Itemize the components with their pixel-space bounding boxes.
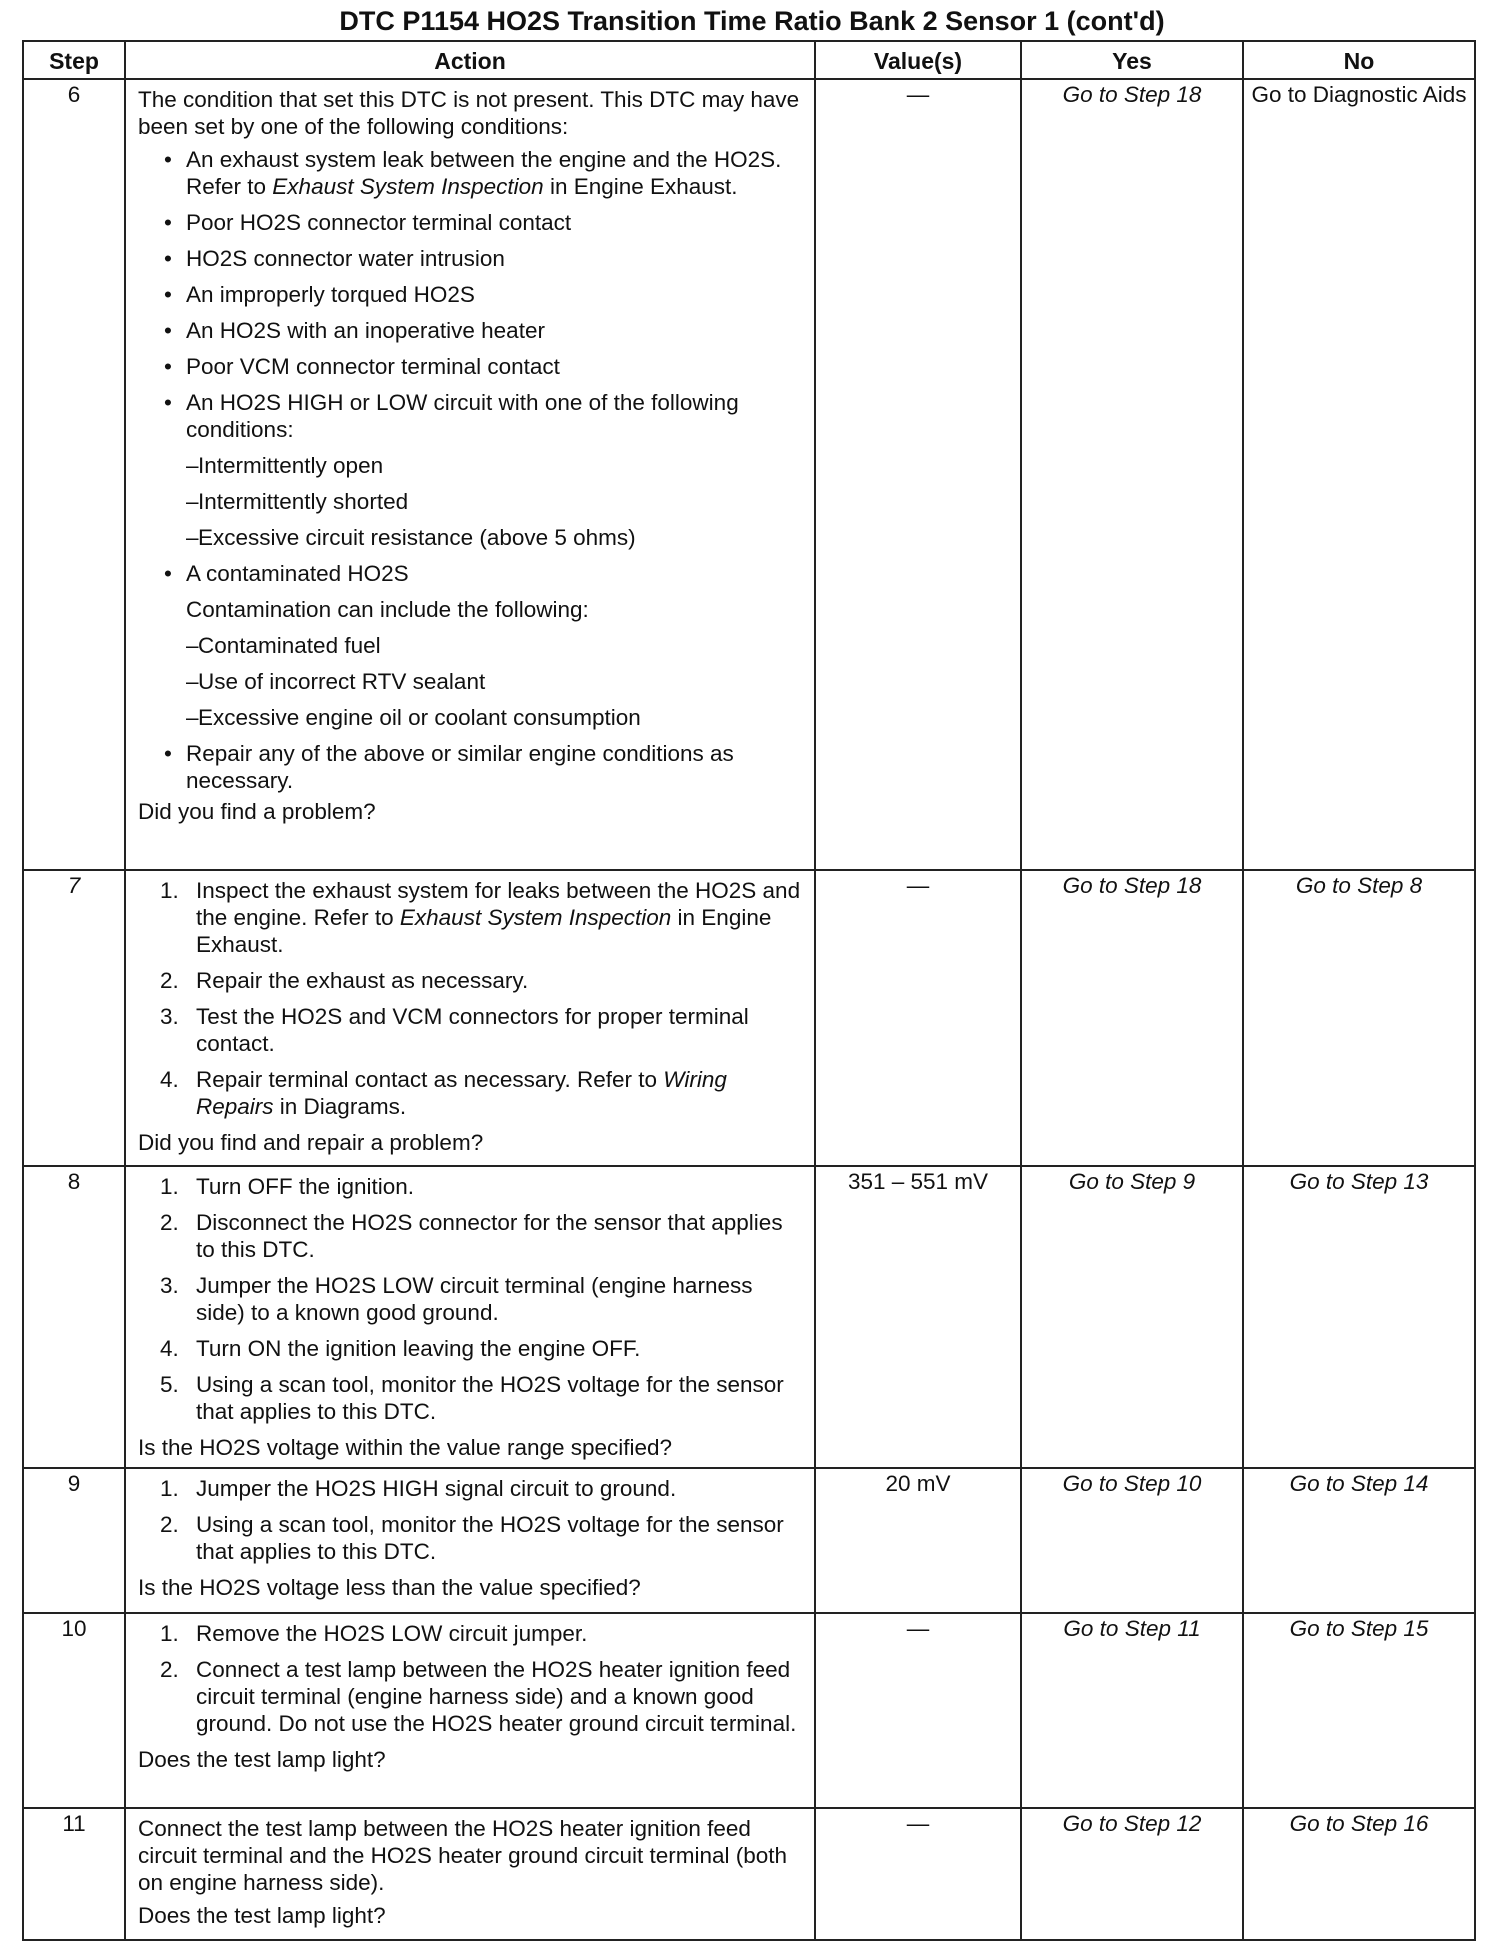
yes-cell: Go to Step 18	[1021, 870, 1243, 1166]
list-item: • An HO2S HIGH or LOW circuit with one of the following conditions:	[138, 389, 804, 443]
step-list	[138, 1620, 804, 1737]
step-list	[138, 1173, 804, 1425]
list-item: • An improperly torqued HO2S	[138, 281, 804, 308]
step-number: 11	[23, 1808, 125, 1940]
step-list	[138, 877, 804, 1120]
no-cell: Go to Step 8	[1243, 870, 1475, 1166]
action-cell	[125, 1808, 815, 1940]
no-cell: Go to Step 14	[1243, 1468, 1475, 1613]
action-cell	[125, 1166, 815, 1468]
list-item: • Repair any of the above or similar engine conditions as necessary.	[138, 740, 804, 794]
condition-list	[138, 146, 804, 443]
list-item: • Poor VCM connector terminal contact	[138, 353, 804, 380]
no-cell: Go to Diagnostic Aids	[1243, 79, 1475, 870]
list-item-text: Jumper the HO2S LOW circuit terminal (engine harness side) to a known good ground.	[196, 1273, 753, 1325]
header-no: No	[1243, 41, 1475, 79]
list-item-text: in Engine Exhaust.	[543, 174, 738, 199]
header-values: Value(s)	[815, 41, 1021, 79]
sub-item: – Intermittently shorted	[138, 488, 804, 515]
table-row	[23, 79, 1475, 870]
list-item-text: Connect a test lamp between the HO2S heater ignition feed circuit terminal (engine harness side) and a known good ground. Do not use the HO2S heater ground circuit terminal.	[196, 1657, 797, 1736]
sub-item: – Excessive engine oil or coolant consumption	[138, 704, 804, 731]
list-item-text: An exhaust system leak between the engine and the HO2S. Refer to	[186, 147, 782, 199]
list-item: 2. Repair the exhaust as necessary.	[160, 968, 529, 993]
value-cell: —	[815, 870, 1021, 1166]
list-item-text: Using a scan tool, monitor the HO2S voltage for the sensor that applies to this DTC.	[196, 1372, 784, 1424]
list-item-text: Turn ON the ignition leaving the engine OFF.	[196, 1336, 641, 1361]
yes-cell: Go to Step 18	[1021, 79, 1243, 870]
action-question: Did you find and repair a problem?	[138, 1130, 484, 1155]
table-row	[23, 1468, 1475, 1613]
action-intro: The condition that set this DTC is not present. This DTC may have been set by one of the following conditions:	[138, 87, 800, 139]
list-item-text: in Diagrams.	[273, 1094, 407, 1119]
list-item-text: Disconnect the HO2S connector for the sensor that applies to this DTC.	[196, 1210, 783, 1262]
list-item-text: Jumper the HO2S HIGH signal circuit to ground.	[196, 1476, 677, 1501]
header-yes: Yes	[1021, 41, 1243, 79]
sub-item: – Excessive circuit resistance (above 5 ohms)	[138, 524, 804, 551]
sub-item: – Intermittently open	[138, 452, 804, 479]
action-cell	[125, 870, 815, 1166]
condition-list-cont	[138, 560, 804, 587]
yes-cell: Go to Step 9	[1021, 1166, 1243, 1468]
reference-link: Exhaust System Inspection	[272, 174, 544, 199]
list-item: 1. Jumper the HO2S HIGH signal circuit to ground.	[160, 1476, 677, 1501]
action-cell	[125, 79, 815, 870]
reference-link: Exhaust System Inspection	[399, 905, 672, 930]
page-title: DTC P1154 HO2S Transition Time Ratio Bank 2 Sensor 1 (cont'd)	[339, 6, 1165, 36]
action-cell	[125, 1613, 815, 1808]
diagnostic-table	[22, 40, 1476, 1941]
step-list	[138, 1475, 804, 1565]
value-cell: 20 mV	[815, 1468, 1021, 1613]
value-cell: —	[815, 1808, 1021, 1940]
step-number: 6	[23, 79, 125, 870]
value-cell: —	[815, 1613, 1021, 1808]
table-row	[23, 1166, 1475, 1468]
list-item: • An HO2S with an inoperative heater	[138, 317, 804, 344]
action-question: Is the HO2S voltage less than the value specified?	[138, 1575, 641, 1600]
list-item: 4. Repair terminal contact as necessary. Refer to Wiring Repairs in Diagrams.	[160, 1067, 727, 1119]
list-item: 1. Turn OFF the ignition.	[160, 1174, 415, 1199]
yes-cell: Go to Step 11	[1021, 1613, 1243, 1808]
action-cell	[125, 1468, 815, 1613]
list-item: 5. Using a scan tool, monitor the HO2S voltage for the sensor that applies to this DTC.	[160, 1372, 784, 1424]
no-cell: Go to Step 15	[1243, 1613, 1475, 1808]
action-question: Does the test lamp light?	[138, 1747, 386, 1772]
condition-list-end	[138, 740, 804, 794]
yes-cell: Go to Step 10	[1021, 1468, 1243, 1613]
list-item-text: Turn OFF the ignition.	[196, 1174, 415, 1199]
list-item: 2. Disconnect the HO2S connector for the sensor that applies to this DTC.	[160, 1210, 783, 1262]
header-action: Action	[125, 41, 815, 79]
list-item-text: Repair terminal contact as necessary. Refer to	[196, 1067, 664, 1092]
reference-link: Wiring Repairs	[196, 1067, 727, 1119]
yes-cell: Go to Step 12	[1021, 1808, 1243, 1940]
list-item-text: Remove the HO2S LOW circuit jumper.	[196, 1621, 588, 1646]
list-item-text: in Engine Exhaust.	[196, 905, 772, 957]
value-cell: —	[815, 79, 1021, 870]
value-cell: 351 – 551 mV	[815, 1166, 1021, 1468]
list-item: • A contaminated HO2S	[138, 560, 804, 587]
step-number: 7	[23, 870, 125, 1166]
step-number: 8	[23, 1166, 125, 1468]
list-item: 4. Turn ON the ignition leaving the engine OFF.	[160, 1336, 641, 1361]
action-question: Does the test lamp light?	[138, 1903, 386, 1928]
contamination-note: Contamination can include the following:	[186, 597, 589, 622]
step-number: 9	[23, 1468, 125, 1613]
list-item: 1. Inspect the exhaust system for leaks between the HO2S and the engine. Refer to Exhaust System Inspection in Engine Exhaust.	[160, 878, 801, 957]
table-header-row	[23, 41, 1475, 79]
action-intro: Connect the test lamp between the HO2S heater ignition feed circuit terminal and the HO2S heater ground circuit terminal (both on engine harness side).	[138, 1816, 788, 1895]
list-item: 3. Test the HO2S and VCM connectors for proper terminal contact.	[160, 1004, 749, 1056]
list-item: 2. Using a scan tool, monitor the HO2S voltage for the sensor that applies to this DTC.	[160, 1512, 784, 1564]
list-item-text: Using a scan tool, monitor the HO2S voltage for the sensor that applies to this DTC.	[196, 1512, 784, 1564]
no-cell: Go to Step 16	[1243, 1808, 1475, 1940]
no-cell: Go to Step 13	[1243, 1166, 1475, 1468]
action-question: Did you find a problem?	[138, 799, 376, 824]
sub-item: – Contaminated fuel	[138, 632, 804, 659]
step-number: 10	[23, 1613, 125, 1808]
list-item	[138, 146, 804, 200]
list-item-text: Repair the exhaust as necessary.	[196, 968, 529, 993]
list-item: • Poor HO2S connector terminal contact	[138, 209, 804, 236]
list-item: • HO2S connector water intrusion	[138, 245, 804, 272]
action-question: Is the HO2S voltage within the value range specified?	[138, 1435, 673, 1460]
table-row	[23, 1613, 1475, 1808]
table-row	[23, 1808, 1475, 1940]
header-step: Step	[23, 41, 125, 79]
list-item-text: Test the HO2S and VCM connectors for proper terminal contact.	[196, 1004, 749, 1056]
list-item: 2. Connect a test lamp between the HO2S heater ignition feed circuit terminal (engine harness side) and a known good ground. Do not use the HO2S heater ground circuit terminal.	[160, 1657, 797, 1736]
list-item: 1. Remove the HO2S LOW circuit jumper.	[160, 1621, 588, 1646]
list-item: 3. Jumper the HO2S LOW circuit terminal (engine harness side) to a known good ground.	[160, 1273, 753, 1325]
sub-item: – Use of incorrect RTV sealant	[138, 668, 804, 695]
list-item-text: Inspect the exhaust system for leaks between the HO2S and the engine. Refer to	[196, 878, 801, 930]
table-row	[23, 870, 1475, 1166]
